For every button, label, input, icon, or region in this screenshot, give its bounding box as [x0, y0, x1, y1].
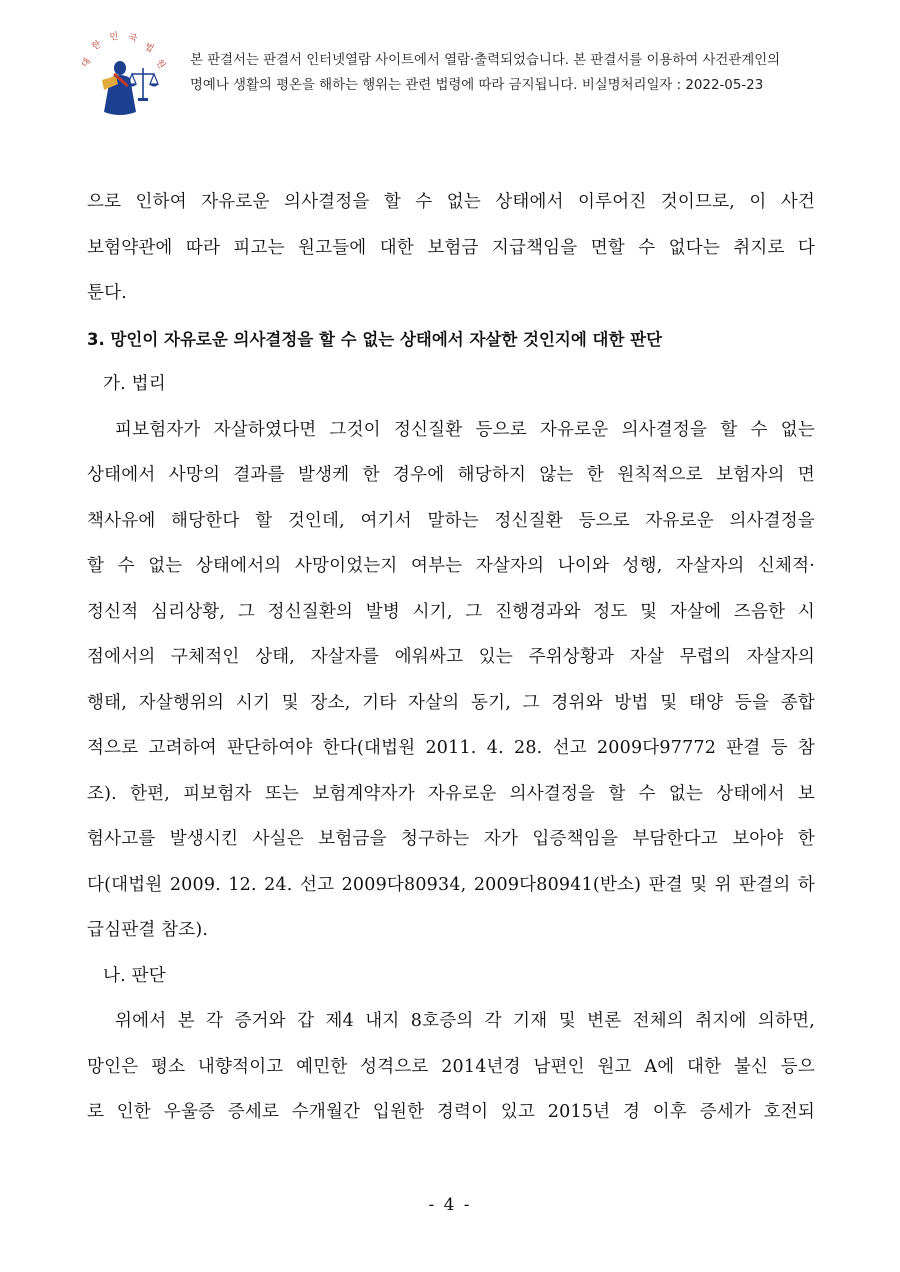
notice-line-2: 명예나 생활의 평온을 해하는 행위는 관련 법령에 따라 금지됩니다. 비실명처리일자 : 2022-05-23: [190, 78, 764, 93]
page-number: - 4 -: [428, 1195, 472, 1215]
subheading-ga: [87, 362, 815, 408]
svg-text:원: 원: [153, 57, 167, 71]
usage-notice: [190, 48, 850, 98]
notice-line-1: 본 판결서는 판결서 인터넷열람 사이트에서 열람·출력되었습니다. 본 판결서를 이용하여 사건관계인의: [190, 53, 781, 68]
text-line: 망인은 평소 내향적이고 예민한 성격으로 2014년경 남편인 원고 A에 대한 불신 등으: [87, 1056, 815, 1077]
text-line: 피보험자가 자살하였다면 그것이 정신질환 등으로 자유로운 의사결정을 할 수 없는: [115, 419, 815, 440]
paragraph-judgment: [87, 999, 815, 1136]
svg-text:민: 민: [109, 31, 120, 43]
subheading-text: 나. 판단: [103, 965, 166, 986]
text-line: 위에서 본 각 증거와 갑 제4 내지 8호증의 각 기재 및 변론 전체의 취지에 의하면,: [115, 1011, 815, 1031]
text-line: 행태, 자살행위의 시기 및 장소, 기타 자살의 동기, 그 경위와 방법 및 태양 등을 종합: [87, 692, 815, 713]
text-line: 조). 한편, 피보험자 또는 보험계약자가 자유로운 의사결정을 할 수 없는 상태에서 보: [87, 783, 815, 804]
text-line: 할 수 없는 상태에서의 사망이었는지 여부는 자살자의 나이와 성행, 자살자의 신체적·: [87, 556, 815, 576]
svg-text:국: 국: [127, 33, 138, 45]
svg-text:법: 법: [142, 41, 156, 55]
text-line: 보험약관에 따라 피고는 원고들에 대한 보험금 지급책임을 면할 수 없다는 취지로 다: [87, 237, 815, 258]
subheading-text: 가. 법리: [103, 374, 166, 394]
paragraph-continued: [87, 180, 815, 317]
section-heading-3: 3. 망인이 자유로운 의사결정을 할 수 없는 상태에서 자살한 것인지에 대한 판단: [87, 329, 663, 349]
text-line: 툰다.: [87, 283, 127, 303]
judgment-body: [87, 180, 815, 1136]
document-header: [80, 28, 840, 118]
text-line: 책사유에 해당한다 할 것인데, 여기서 말하는 정신질환 등으로 자유로운 의사결정을: [87, 510, 815, 531]
paragraph-legal-principle: [87, 408, 815, 954]
text-line: 다(대법원 2009. 12. 24. 선고 2009다80934, 2009다80941(반소) 판결 및 위 판결의 하: [87, 874, 815, 895]
text-line: 급심판결 참조).: [87, 920, 209, 940]
text-line: 적으로 고려하여 판단하여야 한다(대법원 2011. 4. 28. 선고 2009다97772 판결 등 참: [87, 738, 815, 758]
text-line: 상태에서 사망의 결과를 발생케 한 경우에 해당하지 않는 한 원칙적으로 보험자의 면: [87, 465, 815, 485]
svg-text:대: 대: [80, 56, 94, 70]
text-line: 점에서의 구체적인 상태, 자살자를 에워싸고 있는 주위상황과 자살 무렵의 자살자의: [87, 647, 815, 667]
text-line: 으로 인하여 자유로운 의사결정을 할 수 없는 상태에서 이루어진 것이므로, 이 사건: [87, 192, 815, 212]
text-line: 정신적 심리상황, 그 정신질환의 발병 시기, 그 진행경과와 정도 및 자살에 즈음한 시: [87, 601, 815, 622]
text-line: 로 인한 우울증 증세로 수개월간 입원한 경력이 있고 2015년 경 이후 증세가 호전되: [87, 1102, 815, 1122]
text-line: 험사고를 발생시킨 사실은 보험금을 청구하는 자가 입증책임을 부담한다고 보아야 한: [87, 829, 815, 849]
court-seal-icon: [80, 28, 184, 118]
svg-text:한: 한: [90, 39, 104, 53]
subheading-na: [87, 954, 815, 1000]
